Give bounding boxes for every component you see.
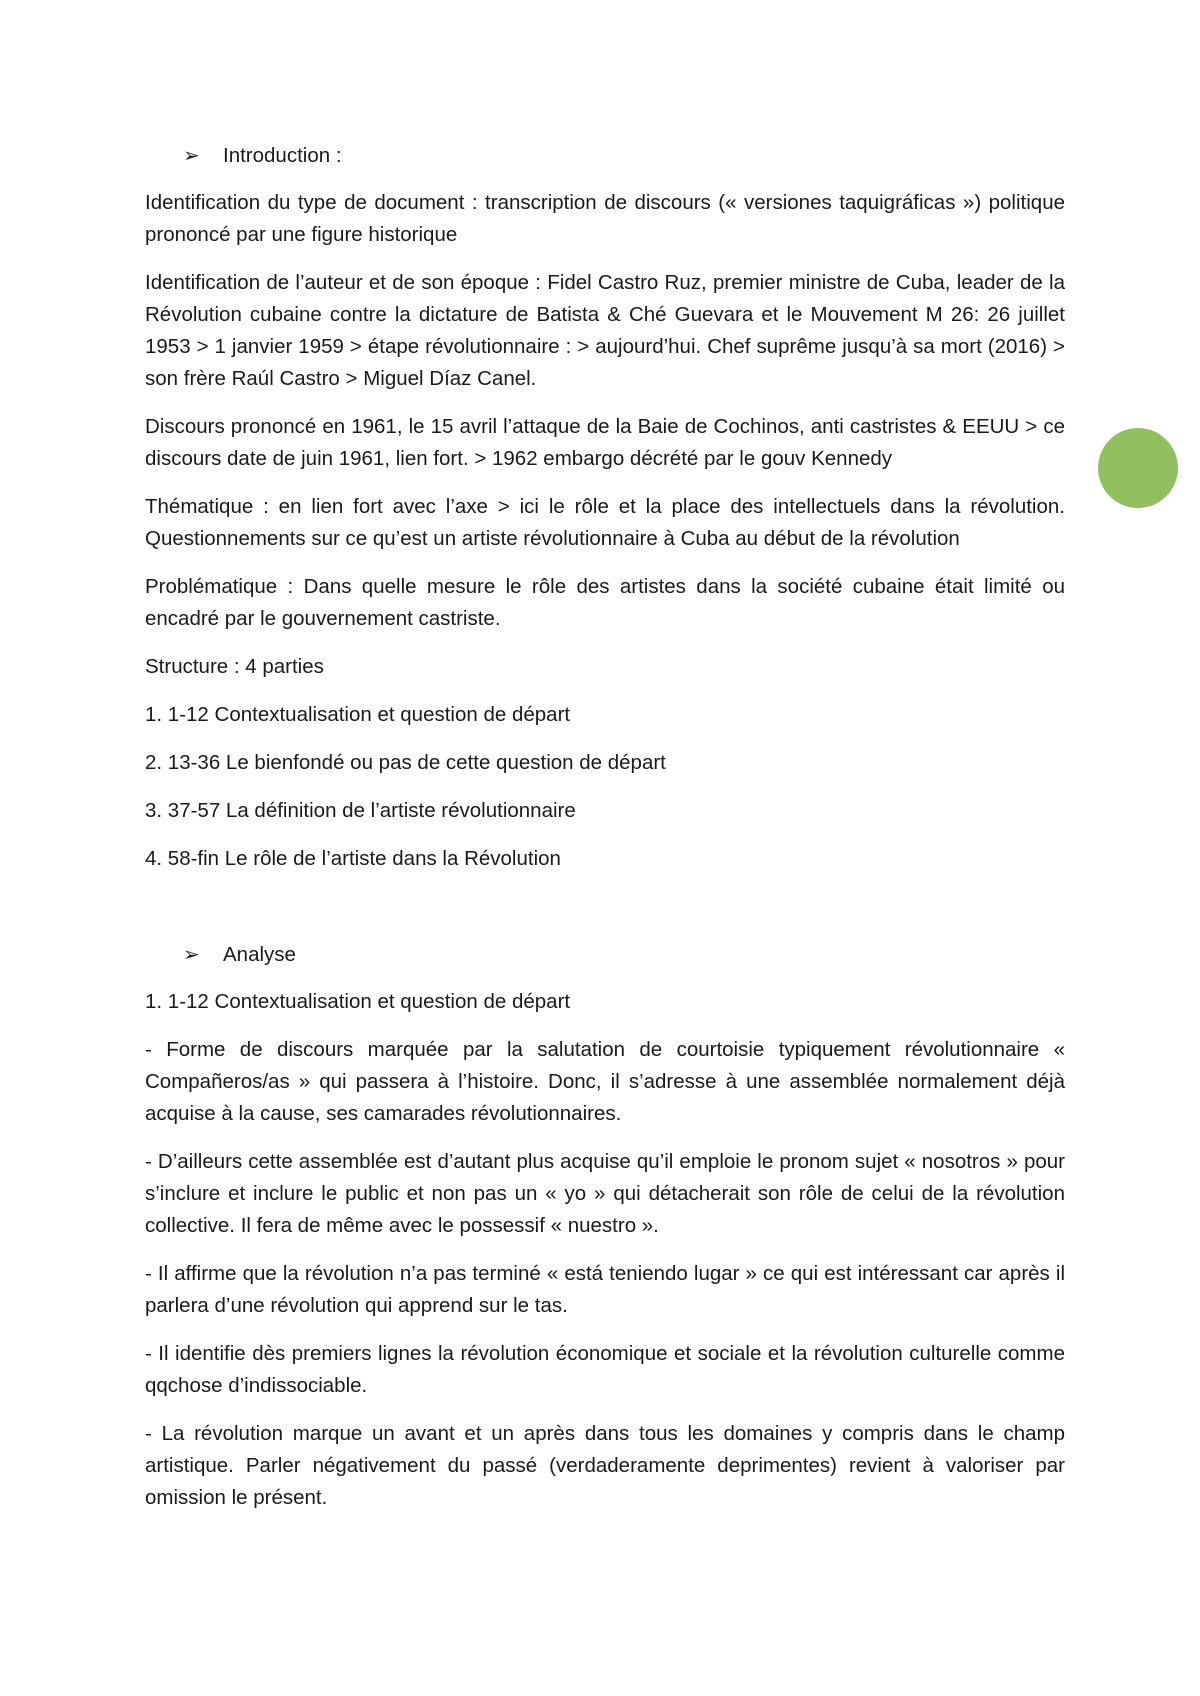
structure-item-3: 3. 37-57 La définition de l’artiste révolutionnaire	[145, 799, 576, 822]
paragraph-auteur: Identification de l’auteur et de son époque : Fidel Castro Ruz, premier ministre de Cuba, leader de la Révolution cubaine contre la dictature de Batista & Ché Guevara et le Mouvement M 26: 26 juillet 1953 > 1 janvier 1959 > étape révolutionnaire : > aujourd’hui. Chef suprême jusqu’à sa mort (2016) > son frère Raúl Castro > Miguel Díaz Canel.	[145, 271, 1065, 390]
paragraph-type-document: Identification du type de document : transcription de discours (« versiones taquigráficas ») politique prononcé par une figure historique	[145, 191, 1065, 246]
arrow-bullet-icon: ➢	[183, 145, 200, 167]
analysis-paragraph: - La révolution marque un avant et un après dans tous les domaines y compris dans le champ artistique. Parler négativement du passé (verdaderamente deprimentes) revient à valoriser par omission le présent.	[145, 1422, 1065, 1509]
spacer	[145, 891, 1065, 939]
green-circle-marker	[1098, 428, 1178, 508]
section-heading-introduction	[183, 140, 1065, 172]
document-page	[145, 140, 1065, 1530]
structure-item-4: 4. 58-fin Le rôle de l’artiste dans la Révolution	[145, 847, 561, 870]
section-heading-analyse	[183, 939, 1065, 971]
arrow-bullet-icon: ➢	[183, 944, 200, 966]
analysis-paragraph: - D’ailleurs cette assemblée est d’autant plus acquise qu’il emploie le pronom sujet « nosotros » pour s’inclure et inclure le public et non pas un « yo » qui détacherait son rôle de celui de la révolution collective. Il fera de même avec le possessif « nuestro ».	[145, 1150, 1065, 1237]
paragraph-structure: Structure : 4 parties	[145, 655, 324, 678]
paragraph-discours-date: Discours prononcé en 1961, le 15 avril l’attaque de la Baie de Cochinos, anti castristes & EEUU > ce discours date de juin 1961, lien fort. > 1962 embargo décrété par le gouv Kennedy	[145, 415, 1065, 470]
heading-text: Analyse	[223, 943, 296, 966]
analysis-paragraph: - Il affirme que la révolution n’a pas terminé « está teniendo lugar » ce qui est intéressant car après il parlera d’une révolution qui apprend sur le tas.	[145, 1262, 1065, 1317]
analysis-paragraph: - Il identifie dès premiers lignes la révolution économique et sociale et la révolution culturelle comme qqchose d’indissociable.	[145, 1342, 1065, 1397]
analysis-paragraph: - Forme de discours marquée par la salutation de courtoisie typiquement révolutionnaire « Compañeros/as » qui passera à l’histoire. Donc, il s’adresse à une assemblée normalement déjà acquise à la cause, ses camarades révolutionnaires.	[145, 1038, 1065, 1125]
heading-text: Introduction :	[223, 144, 342, 167]
paragraph-thematique: Thématique : en lien fort avec l’axe > ici le rôle et la place des intellectuels dans la révolution. Questionnements sur ce qu’est un artiste révolutionnaire à Cuba au début de la révolution	[145, 495, 1065, 550]
paragraph-problematique: Problématique : Dans quelle mesure le rôle des artistes dans la société cubaine était limité ou encadré par le gouvernement castriste.	[145, 575, 1065, 630]
structure-item-2: 2. 13-36 Le bienfondé ou pas de cette question de départ	[145, 751, 666, 774]
structure-item-1: 1. 1-12 Contextualisation et question de départ	[145, 703, 571, 726]
analysis-subheading: 1. 1-12 Contextualisation et question de départ	[145, 990, 571, 1013]
